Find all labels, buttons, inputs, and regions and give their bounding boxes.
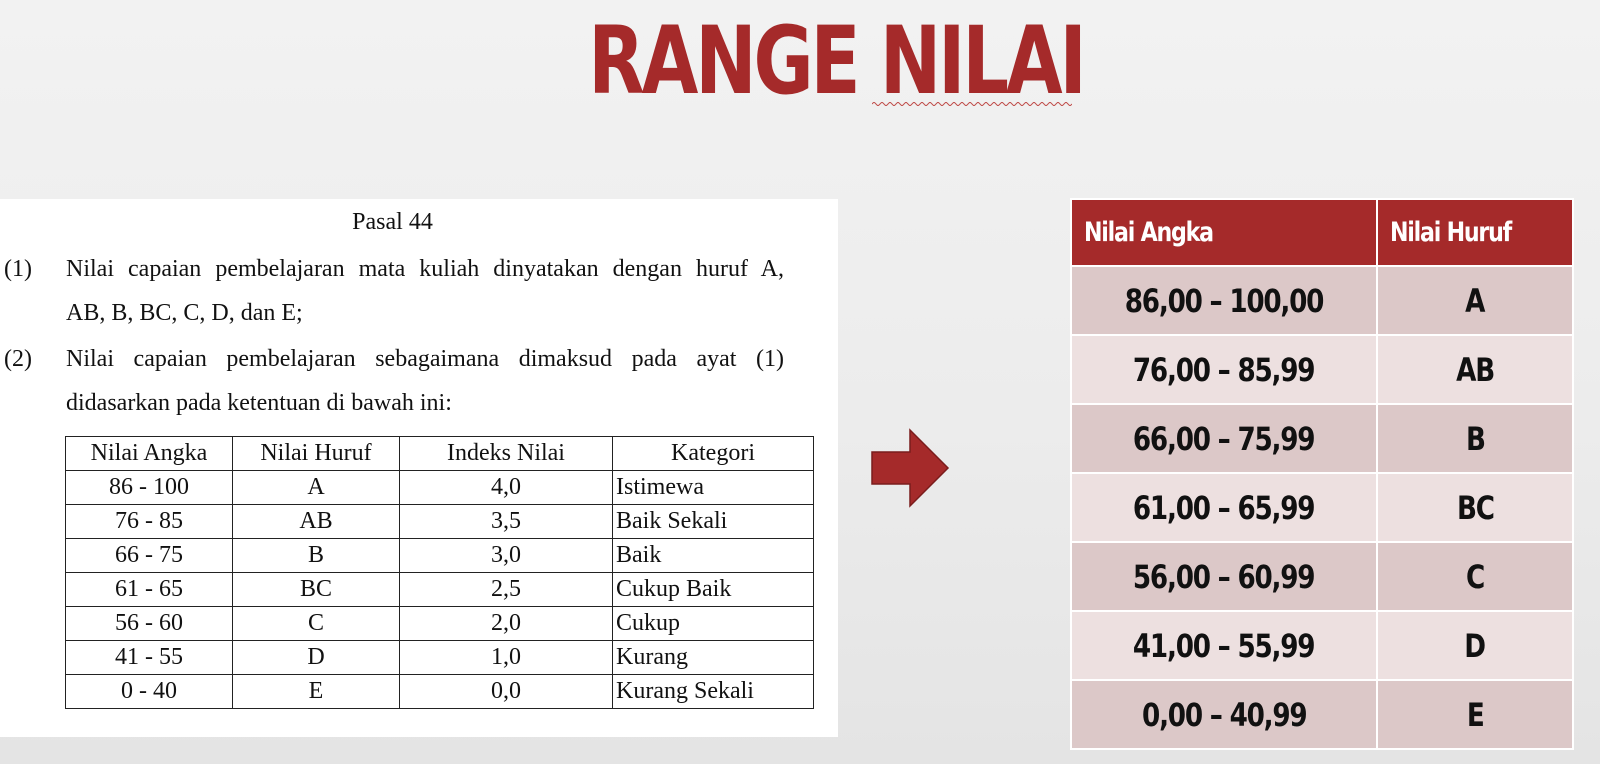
column-header: Nilai Huruf	[233, 437, 400, 471]
table-row	[66, 607, 814, 641]
column-header: Nilai Huruf	[1377, 199, 1573, 266]
cell-nilai-angka: 56 - 60	[66, 607, 233, 641]
clause-line: AB, B, BC, C, D, dan E;	[66, 300, 303, 326]
cell-kategori: Baik	[613, 539, 814, 573]
column-header: Kategori	[613, 437, 814, 471]
cell-nilai-huruf: D	[233, 641, 400, 675]
cell-range: 66,00 – 75,99	[1071, 404, 1377, 473]
cell-indeks-nilai: 0,0	[400, 675, 613, 709]
cell-indeks-nilai: 3,0	[400, 539, 613, 573]
right-arrow-icon	[870, 428, 950, 508]
cell-kategori: Cukup Baik	[613, 573, 814, 607]
cell-nilai-huruf: BC	[233, 573, 400, 607]
cell-nilai-angka: 61 - 65	[66, 573, 233, 607]
cell-grade: AB	[1377, 335, 1573, 404]
clause-line: Nilai capaian pembelajaran sebagaimana dimaksud pada ayat (1)	[66, 346, 784, 372]
cell-grade: E	[1377, 680, 1573, 749]
cell-nilai-angka: 0 - 40	[66, 675, 233, 709]
grade-range-table	[1070, 198, 1574, 750]
cell-grade: B	[1377, 404, 1573, 473]
regulation-excerpt	[0, 199, 838, 737]
cell-indeks-nilai: 2,5	[400, 573, 613, 607]
cell-grade: C	[1377, 542, 1573, 611]
table-row	[66, 675, 814, 709]
cell-range: 86,00 – 100,00	[1071, 266, 1377, 335]
table-row	[66, 539, 814, 573]
grading-table	[65, 436, 814, 709]
cell-indeks-nilai: 3,5	[400, 505, 613, 539]
cell-indeks-nilai: 2,0	[400, 607, 613, 641]
cell-nilai-angka: 86 - 100	[66, 471, 233, 505]
clause-number: (1)	[4, 256, 32, 282]
grade-table-header	[1071, 199, 1573, 266]
cell-nilai-huruf: AB	[233, 505, 400, 539]
column-header: Nilai Angka	[1071, 199, 1377, 266]
clause-line: didasarkan pada ketentuan di bawah ini:	[66, 390, 452, 416]
clause-line: Nilai capaian pembelajaran mata kuliah dinyatakan dengan huruf A,	[66, 256, 784, 282]
cell-range: 41,00 – 55,99	[1071, 611, 1377, 680]
table-row	[66, 505, 814, 539]
cell-grade: A	[1377, 266, 1573, 335]
cell-nilai-huruf: E	[233, 675, 400, 709]
cell-kategori: Cukup	[613, 607, 814, 641]
table-header-row	[66, 437, 814, 471]
column-header: Indeks Nilai	[400, 437, 613, 471]
cell-range: 0,00 – 40,99	[1071, 680, 1377, 749]
cell-nilai-angka: 66 - 75	[66, 539, 233, 573]
table-row	[1071, 680, 1573, 749]
cell-nilai-angka: 76 - 85	[66, 505, 233, 539]
table-row	[1071, 266, 1573, 335]
table-row	[1071, 542, 1573, 611]
cell-range: 76,00 – 85,99	[1071, 335, 1377, 404]
column-header: Nilai Angka	[66, 437, 233, 471]
cell-grade: D	[1377, 611, 1573, 680]
cell-grade: BC	[1377, 473, 1573, 542]
cell-indeks-nilai: 1,0	[400, 641, 613, 675]
table-row	[66, 641, 814, 675]
table-row	[66, 573, 814, 607]
cell-indeks-nilai: 4,0	[400, 471, 613, 505]
table-row	[1071, 404, 1573, 473]
cell-kategori: Baik Sekali	[613, 505, 814, 539]
clause-number: (2)	[4, 346, 32, 372]
cell-nilai-angka: 41 - 55	[66, 641, 233, 675]
cell-kategori: Istimewa	[613, 471, 814, 505]
table-row	[1071, 473, 1573, 542]
spellcheck-underline	[872, 102, 1072, 106]
table-row	[1071, 611, 1573, 680]
cell-kategori: Kurang Sekali	[613, 675, 814, 709]
slide-title: RANGE NILAI	[588, 7, 1084, 116]
table-row	[66, 471, 814, 505]
cell-range: 56,00 – 60,99	[1071, 542, 1377, 611]
cell-nilai-huruf: A	[233, 471, 400, 505]
cell-range: 61,00 – 65,99	[1071, 473, 1377, 542]
cell-nilai-huruf: C	[233, 607, 400, 641]
table-row	[1071, 335, 1573, 404]
pasal-heading: Pasal 44	[352, 209, 433, 235]
cell-kategori: Kurang	[613, 641, 814, 675]
cell-nilai-huruf: B	[233, 539, 400, 573]
